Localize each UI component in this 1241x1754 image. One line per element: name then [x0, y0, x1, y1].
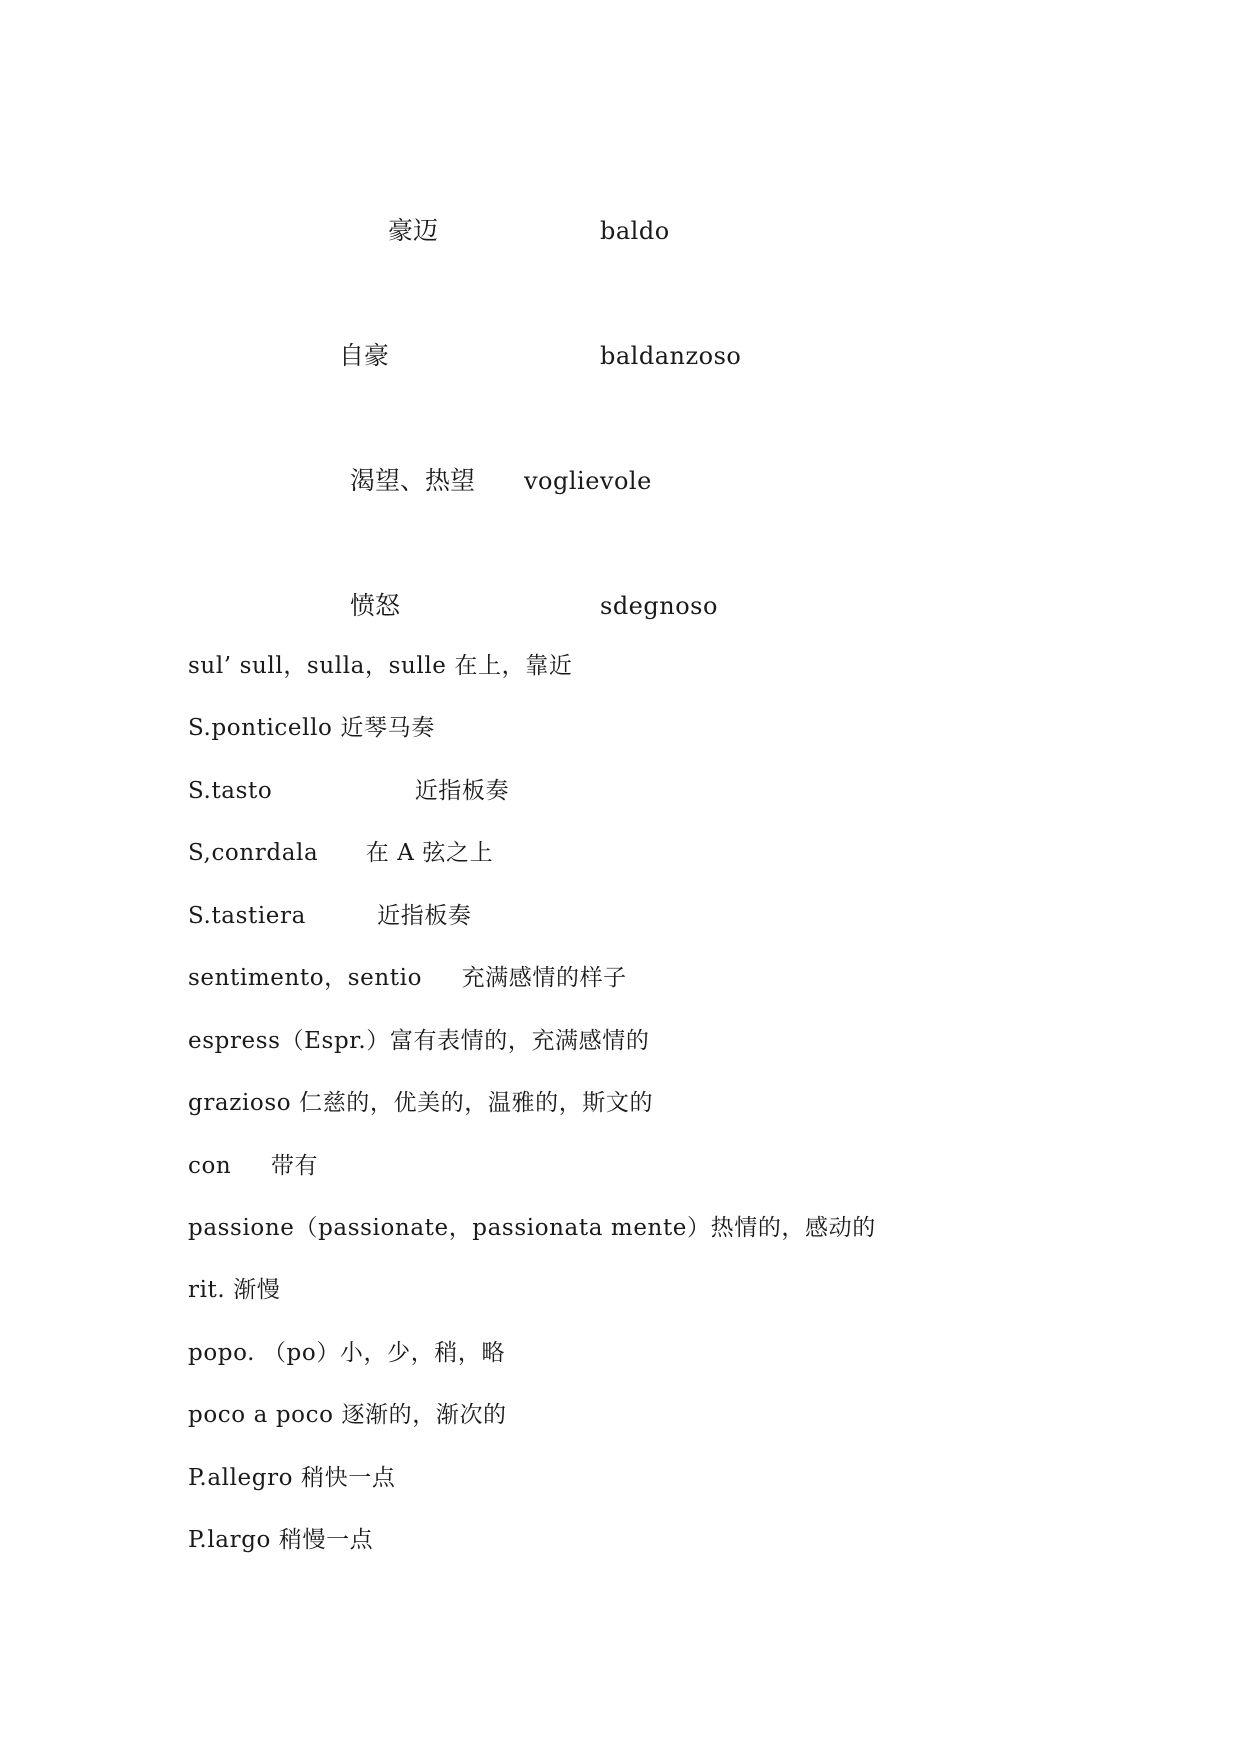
term-chinese: 豪迈: [388, 216, 439, 245]
term-italian: baldo: [600, 217, 670, 245]
glossary-line: P.allegro 稍快一点: [188, 1465, 396, 1491]
glossary-line: espress（Espr.）富有表情的，充满感情的: [188, 1028, 650, 1054]
glossary-line: S.tastiera 近指板奏: [188, 903, 472, 929]
glossary-line: rit. 渐慢: [188, 1277, 281, 1303]
glossary-line: poco a poco 逐渐的，渐次的: [188, 1402, 507, 1428]
glossary-line: grazioso 仁慈的，优美的，温雅的，斯文的: [188, 1090, 654, 1116]
term-italian: baldanzoso: [600, 342, 742, 370]
term-chinese: 渴望、热望: [350, 466, 476, 495]
term-chinese: 愤怒: [350, 591, 401, 620]
glossary-line: S,conrdala 在 A 弦之上: [188, 840, 494, 866]
glossary-line: sul’ sull，sulla，sulle 在上，靠近: [188, 653, 573, 679]
glossary-line: con 带有: [188, 1153, 319, 1179]
term-chinese: 自豪: [339, 341, 390, 370]
glossary-line: sentimento，sentio 充满感情的样子: [188, 965, 627, 991]
term-italian: voglievole: [524, 467, 652, 495]
glossary-line: S.tasto 近指板奏: [188, 778, 510, 804]
glossary-line: passione（passionate，passionata mente）热情的，感动的: [188, 1215, 876, 1241]
term-italian: sdegnoso: [600, 592, 718, 620]
glossary-line: popo. （po）小，少，稍，略: [188, 1340, 506, 1366]
glossary-line: S.ponticello 近琴马奏: [188, 715, 435, 741]
glossary-line: P.largo 稍慢一点: [188, 1527, 374, 1553]
